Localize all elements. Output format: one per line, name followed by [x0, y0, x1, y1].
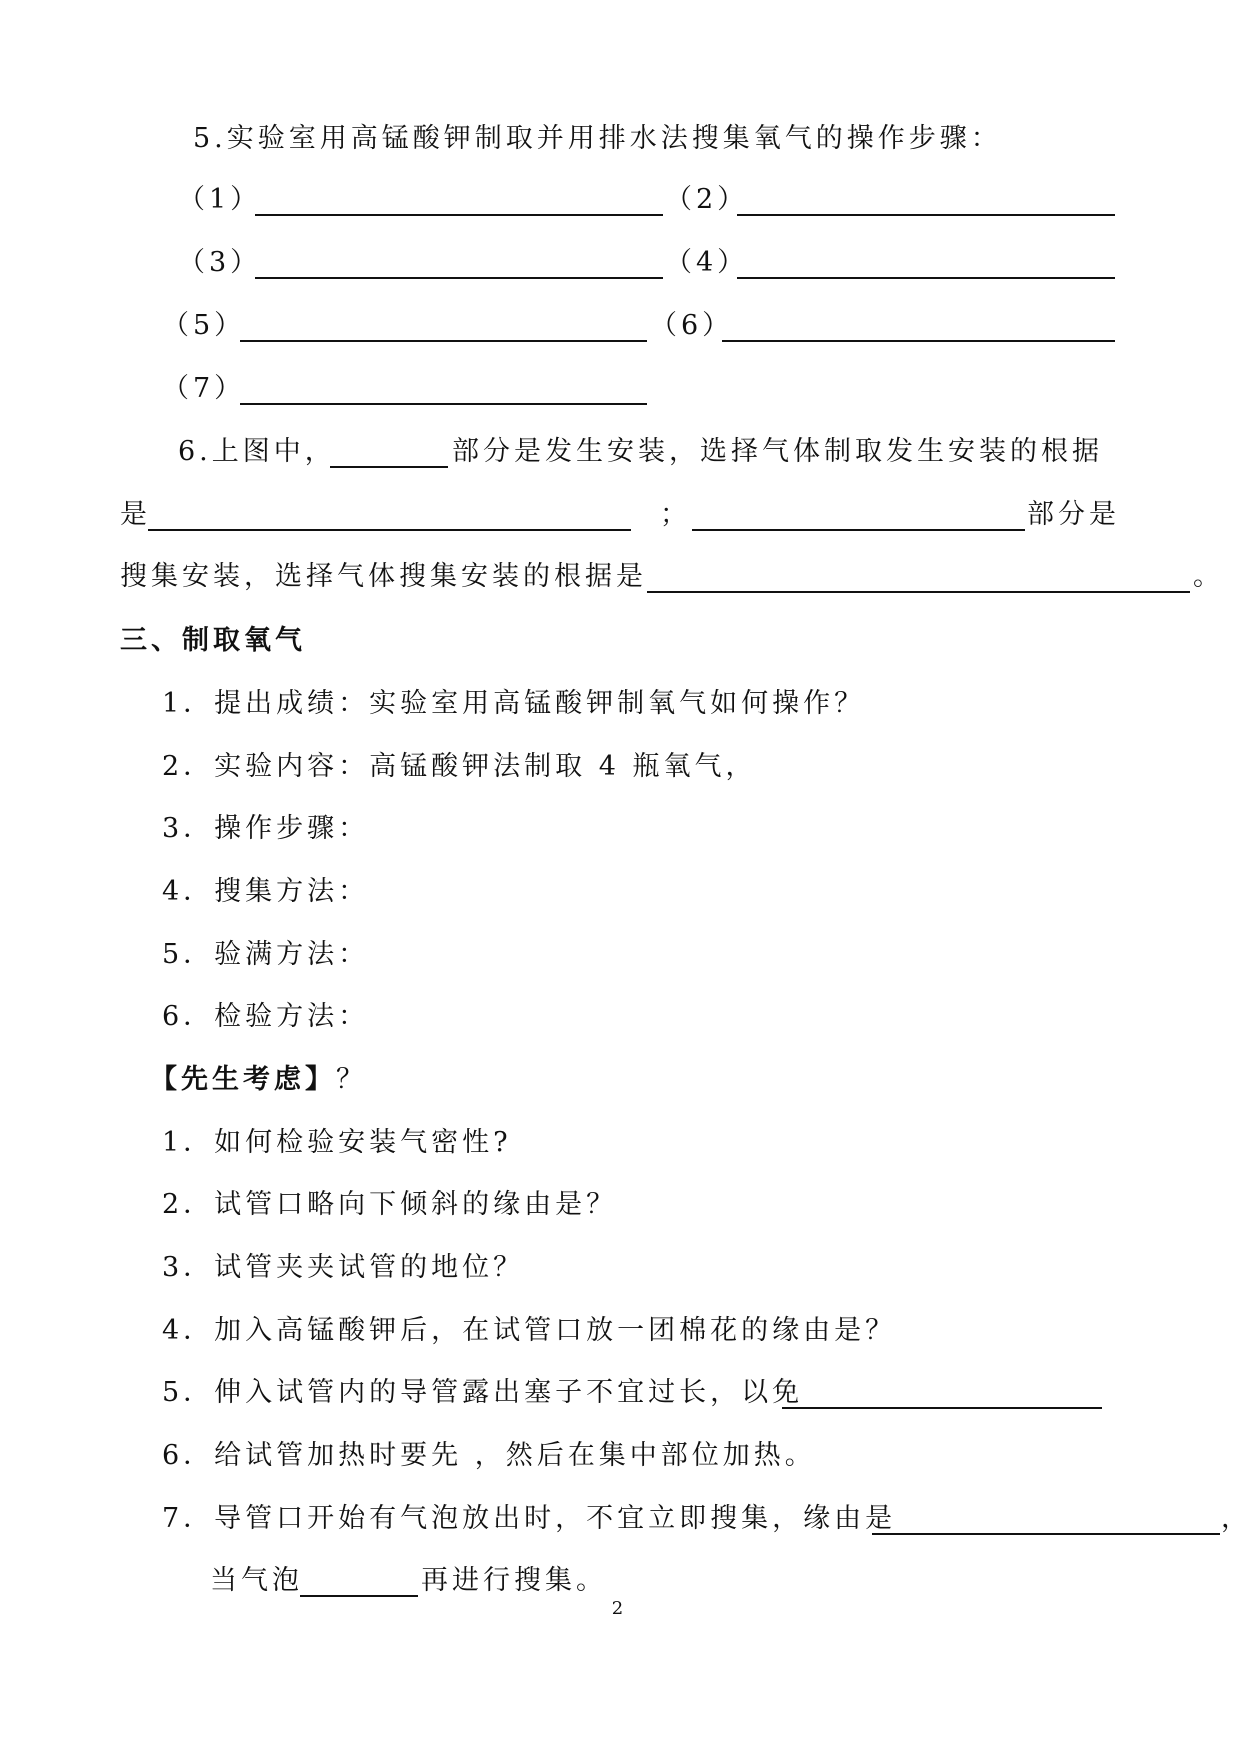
think-suffix: ？	[336, 1064, 367, 1095]
answer-blank-7[interactable]	[240, 403, 647, 405]
think-item-1: 1．如何检验安装气密性?	[162, 1127, 512, 1158]
q6-text-d: ；	[660, 499, 691, 530]
step-label-4: （4）	[665, 247, 749, 278]
answer-blank-3[interactable]	[255, 277, 663, 279]
think-heading-row	[150, 1063, 367, 1097]
q5-title: 5.实验室用高锰酸钾制取并用排水法搜集氧气的操作步骤：	[193, 123, 1002, 154]
think-item-5: 5．伸入试管内的导管露出塞子不宜过长，以免	[162, 1377, 804, 1408]
answer-blank-6[interactable]	[722, 340, 1115, 342]
think-item-7-cont-b: 再进行搜集。	[421, 1565, 607, 1596]
think-blank-7b[interactable]	[300, 1595, 418, 1597]
page-number: 2	[611, 1598, 624, 1619]
q6-blank-d[interactable]	[647, 591, 1190, 593]
q6-text-f: 搜集安装，选择气体搜集安装的根据是	[120, 561, 647, 592]
think-item-2: 2．试管口略向下倾斜的缘由是？	[162, 1189, 618, 1220]
q6-text-b: 部分是发生安装，选择气体制取发生安装的根据	[452, 436, 1103, 467]
q6-text-c: 是	[120, 499, 151, 530]
think-item-7: 7．导管口开始有气泡放出时，不宜立即搜集，缘由是	[162, 1503, 897, 1534]
think-blank-7a[interactable]	[872, 1533, 1220, 1535]
step-label-5: （5）	[162, 310, 246, 341]
q6-text-e: 部分是	[1027, 499, 1120, 530]
step-label-3: （3）	[178, 247, 262, 278]
q6-blank-c[interactable]	[692, 529, 1025, 531]
answer-blank-2[interactable]	[737, 214, 1115, 216]
think-blank-5[interactable]	[782, 1407, 1102, 1409]
think-item-4: 4．加入高锰酸钾后，在试管口放一团棉花的缘由是？	[162, 1315, 897, 1346]
think-item-7-comma: ，	[1221, 1503, 1252, 1534]
think-item-6: 6．给试管加热时要先 ，然后在集中部位加热。	[162, 1440, 816, 1471]
step-label-6: （6）	[650, 310, 734, 341]
section3-item-4: 4．搜集方法：	[162, 876, 370, 907]
step-label-2: （2）	[665, 184, 749, 215]
q6-text-a: 6.上图中，	[178, 436, 336, 467]
section3-item-2: 2．实验内容：高锰酸钾法制取 4 瓶氧气，	[162, 751, 757, 782]
q6-text-g: 。	[1193, 561, 1224, 592]
q6-blank-b[interactable]	[148, 529, 631, 531]
think-item-7-cont-a: 当气泡	[210, 1565, 303, 1596]
section3-item-3: 3．操作步骤：	[162, 813, 370, 844]
answer-blank-5[interactable]	[240, 340, 647, 342]
step-label-7: （7）	[162, 373, 246, 404]
section-heading: 三、制取氧气	[120, 625, 306, 656]
step-label-1: （1）	[178, 184, 262, 215]
section3-item-6: 6．检验方法：	[162, 1001, 370, 1032]
answer-blank-4[interactable]	[737, 277, 1115, 279]
section3-item-1: 1．提出成绩：实验室用高锰酸钾制氧气如何操作？	[162, 688, 866, 719]
section3-item-5: 5．验满方法：	[162, 939, 370, 970]
answer-blank-1[interactable]	[255, 214, 663, 216]
think-item-3: 3．试管夹夹试管的地位？	[162, 1252, 525, 1283]
q6-blank-a[interactable]	[330, 466, 448, 468]
think-heading: 【先生考虑】	[150, 1064, 336, 1095]
